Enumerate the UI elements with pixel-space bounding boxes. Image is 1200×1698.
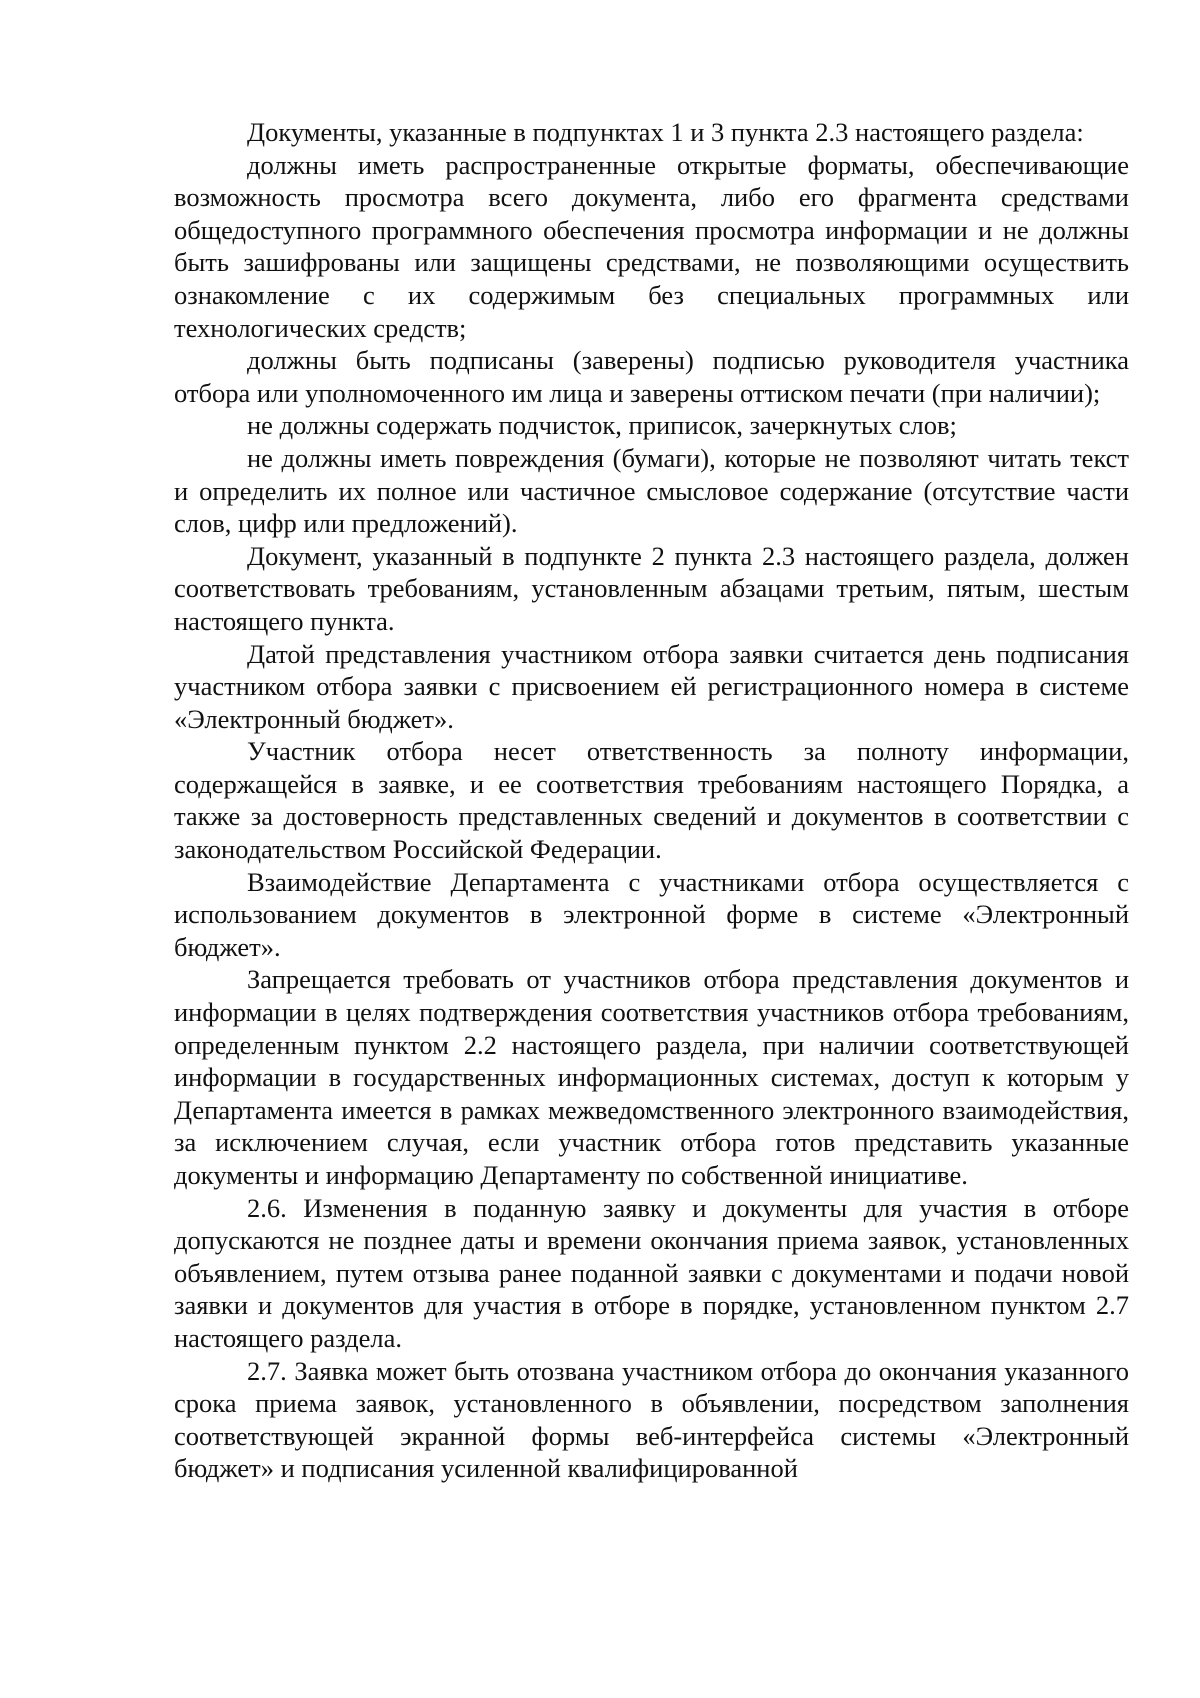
paragraph-no-erasures: не должны содержать подчисток, приписок, зачеркнутых слов; (247, 410, 957, 441)
paragraph-no-damage: не должны иметь повреждения (бумаги), которые не позволяют читать текст и определить их полное или частичное смысловое содержание (отсутствие части слов, цифр или предложений). (174, 442, 1129, 539)
paragraph-open-formats: должны иметь распространенные открытые форматы, обеспечивающие возможность просмотра всего документа, либо его фрагмента средствами общедоступного программного обеспечения просмотра информации и не должны быть зашифрованы или защищены средствами, не позволяющими осуществить ознакомление с их содержимым без специальных программных или технологических средств; (174, 149, 1129, 343)
paragraph-interaction: Взаимодействие Департамента с участниками отбора осуществляется с использованием документов в электронной форме в системе «Электронный бюджет». (174, 866, 1129, 962)
paragraph-section-2-6: 2.6. Изменения в поданную заявку и документы для участия в отборе допускаются не позднее даты и времени окончания приема заявок, установленных объявлением, путем отзыва ранее поданной заявки с документами и подачи новой заявки и документов для участия в отборе в порядке, установленном пунктом 2.7 настоящего раздела. (174, 1192, 1129, 1353)
paragraph-submission-date: Датой представления участником отбора заявки считается день подписания участником отбора заявки с присвоением ей регистрационного номера в системе «Электронный бюджет». (174, 638, 1129, 734)
paragraph-prohibition: Запрещается требовать от участников отбора представления документов и информации в целях подтверждения соответствия участников отбора требованиям, определенным пунктом 2.2 настоящего раздела, при наличии соответствующей информации в государственных информационных системах, доступ к которым у Департамента имеется в рамках межведомственного электронного взаимодействия, за исключением случая, если участник отбора готов представить указанные документы и информацию Департаменту по собственной инициативе. (174, 964, 1129, 1190)
paragraph-signed: должны быть подписаны (заверены) подписью руководителя участника отбора или уполномоченного им лица и заверены оттиском печати (при наличии); (174, 345, 1129, 408)
document-page (174, 116, 1129, 1485)
paragraph-documents-requirements: Документы, указанные в подпунктах 1 и 3 пункта 2.3 настоящего раздела: (247, 117, 1084, 147)
paragraph-participant-responsibility: Участник отбора несет ответственность за полноту информации, содержащейся в заявке, и ее соответствия требованиям настоящего Порядка, а также за достоверность представленных сведений и документов в соответствии с законодательством Российской Федерации. (174, 736, 1129, 865)
paragraph-document-subpoint-2: Документ, указанный в подпункте 2 пункта 2.3 настоящего раздела, должен соответствовать требованиям, установленным абзацами третьим, пятым, шестым настоящего пункта. (174, 540, 1129, 636)
paragraph-section-2-7: 2.7. Заявка может быть отозвана участником отбора до окончания указанного срока приема заявок, установленного в объявлении, посредством заполнения соответствующей экранной формы веб-интерфейса системы «Электронный бюджет» и подписания усиленной квалифицированной (174, 1355, 1129, 1484)
